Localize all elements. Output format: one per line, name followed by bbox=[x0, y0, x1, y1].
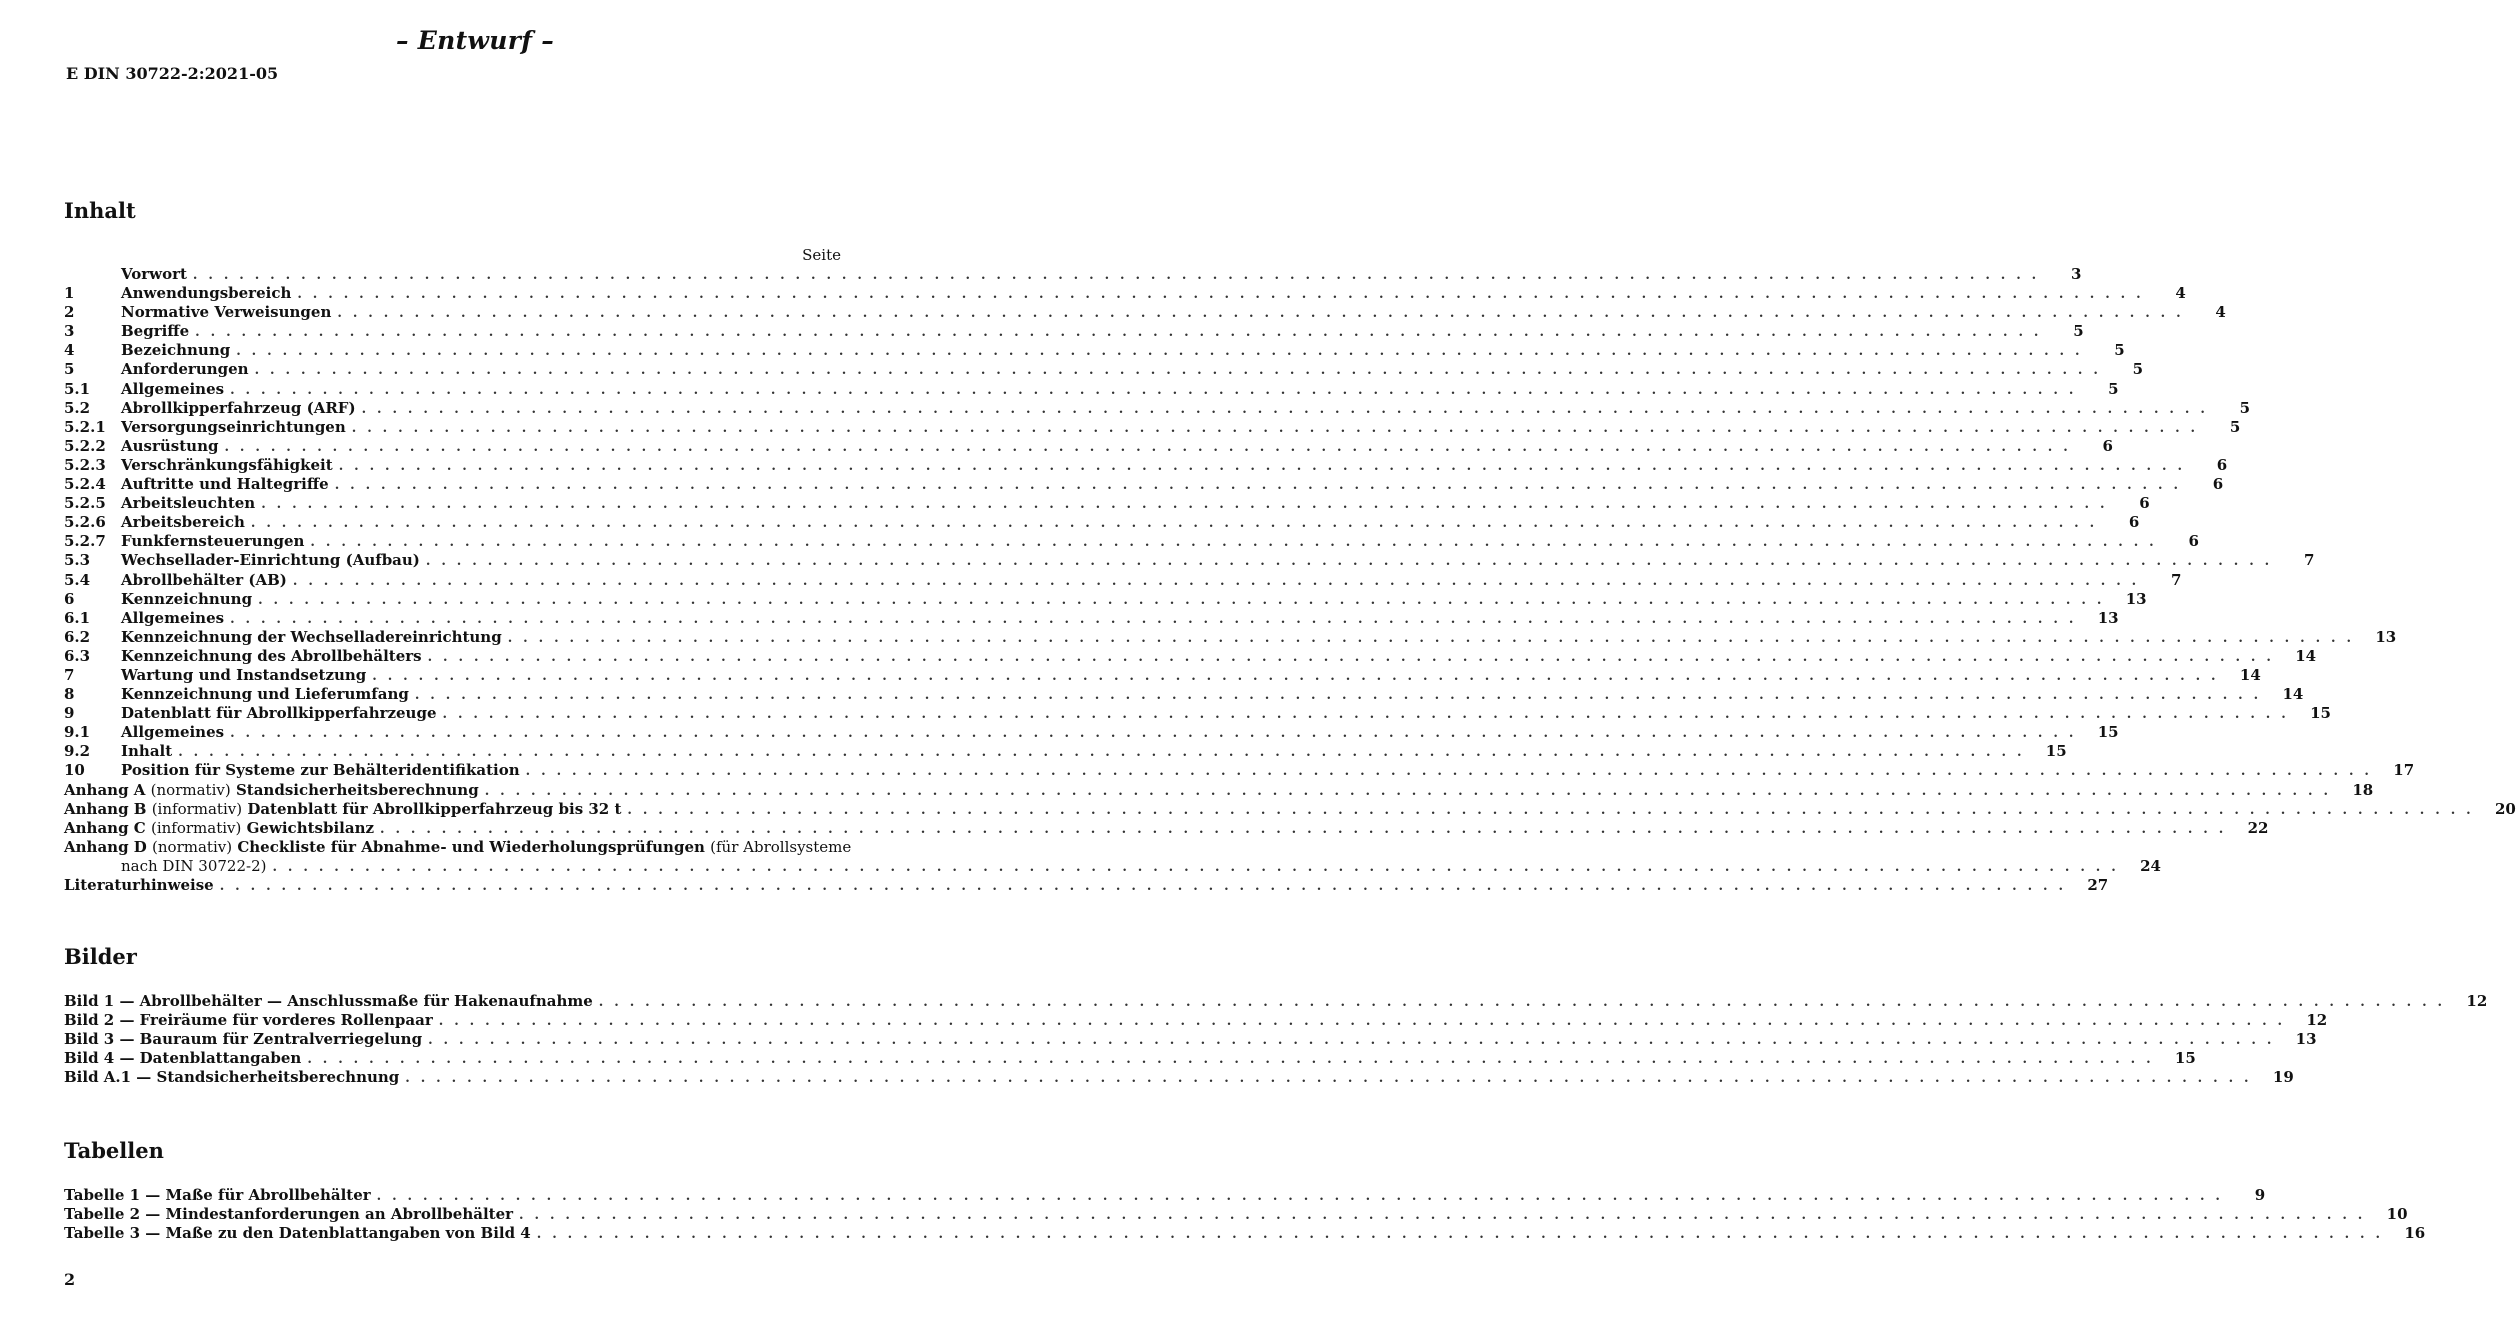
page-ref: 15 bbox=[2174, 1049, 2196, 1068]
page-ref: 19 bbox=[2272, 1068, 2294, 1087]
document-id: E DIN 30722-2:2021-05 bbox=[66, 64, 279, 83]
page-ref: 16 bbox=[2404, 1224, 2426, 1243]
toc-entry[interactable] bbox=[64, 265, 2082, 284]
annex-title-continued: nach DIN 30722-2) bbox=[121, 856, 267, 875]
section-number: 5.3 bbox=[64, 551, 91, 570]
entry-title: Auftritte und Haltegriffe bbox=[121, 475, 329, 494]
page-ref: 5 bbox=[2114, 341, 2125, 360]
section-number: 6.2 bbox=[64, 627, 91, 646]
page-ref: 6 bbox=[2102, 436, 2113, 455]
dot-leader: . . . . . . . . . . . . . . . . . . . . . . . . . . . . . . . . . . . . . . . . . . . . . . . . . . . . . . . . . . . . . . . . . . . . . . . . . . . . . . . . . . . . . . . . . . . . . . . . . . . . . . . . . . . . . . . . . . . . . . . . bbox=[428, 1033, 2275, 1049]
section-number: 9.1 bbox=[64, 723, 91, 742]
page-ref: 17 bbox=[2393, 761, 2415, 780]
toc-entry[interactable] bbox=[64, 379, 2119, 399]
dot-leader: . . . . . . . . . . . . . . . . . . . . . . . . . . . . . . . . . . . . . . . . . . . . . . . . . . . . . . . . . . . . . . . . . . . . . . . . . . . . . . . . . . . . . . . . . . . . . . . . . . . . . . . . . . . . . . . . . . . . . . . . bbox=[230, 382, 2077, 398]
section-number: 5 bbox=[64, 360, 75, 379]
entry-title: Kennzeichnung und Lieferumfang bbox=[121, 685, 409, 704]
dot-leader: . . . . . . . . . . . . . . . . . . . . . . . . . . . . . . . . . . . . . . . . . . . . . . . . . . . . . . . . . . . . . . . . . . . . . . . . . . . . . . . . . . . . . . . . . . . . . . . . . . . . . . . . . . . . . . . . . . . . . . . . bbox=[627, 802, 2474, 818]
figure-entry[interactable] bbox=[64, 992, 2488, 1011]
page-ref: 22 bbox=[2247, 818, 2269, 837]
dot-leader: . . . . . . . . . . . . . . . . . . . . . . . . . . . . . . . . . . . . . . . . . . . . . . . . . . . . . . . . . . . . . . . . . . . . . . . . . . . . . . . . . . . . . . . . . . . . . . . . . . . . . . . . . . . . . . . . . . . . . . . . bbox=[338, 458, 2186, 474]
section-number: 3 bbox=[64, 322, 75, 341]
annex-suffix: (für Abrollsysteme bbox=[710, 837, 852, 856]
toc-entry[interactable] bbox=[64, 322, 2084, 341]
toc-entry[interactable] bbox=[64, 761, 2415, 780]
table-of-contents bbox=[64, 265, 2516, 895]
figure-entry[interactable] bbox=[64, 1049, 2196, 1068]
dot-leader: . . . . . . . . . . . . . . . . . . . . . . . . . . . . . . . . . . . . . . . . . . . . . . . . . . . . . . . . . . . . . . . . . . . . . . . . . . . . . . . . . . . . . . . . . . . . . . . . . . . . . . . . . . . . . . . . . . . . . . . . bbox=[272, 859, 2119, 875]
dot-leader: . . . . . . . . . . . . . . . . . . . . . . . . . . . . . . . . . . . . . . . . . . . . . . . . . . . . . . . . . . . . . . . . . . . . . . . . . . . . . . . . . . . . . . . . . . . . . . . . . . . . . . . . . . . . . . . . . . . . . . . . bbox=[334, 478, 2182, 494]
toc-entry[interactable] bbox=[64, 570, 2182, 590]
annex-type: (informativ) bbox=[151, 799, 243, 818]
list-of-figures bbox=[64, 992, 2488, 1087]
entry-title: Bild 2 — Freiräume für vorderes Rollenpaar bbox=[64, 1011, 433, 1030]
page-ref: 13 bbox=[2125, 589, 2147, 608]
dot-leader: . . . . . . . . . . . . . . . . . . . . . . . . . . . . . . . . . . . . . . . . . . . . . . . . . . . . . . . . . . . . . . . . . . . . . . . . . . . . . . . . . . . . . . . . . . . . . . . . . . . . . . . . . . . . . . . . . . . . . . . . bbox=[195, 325, 2042, 341]
page-ref: 27 bbox=[2087, 876, 2109, 894]
table-entry[interactable] bbox=[64, 1224, 2426, 1243]
annex-label: Anhang C bbox=[64, 818, 146, 837]
toc-entry[interactable] bbox=[64, 742, 2067, 761]
page-ref: 13 bbox=[2097, 608, 2119, 627]
entry-title: Abrollkipperfahrzeug (ARF) bbox=[121, 398, 356, 417]
dot-leader: . . . . . . . . . . . . . . . . . . . . . . . . . . . . . . . . . . . . . . . . . . . . . . . . . . . . . . . . . . . . . . . . . . . . . . . . . . . . . . . . . . . . . . . . . . . . . . . . . . . . . . . . . . . . . . . . . . . . . . . . bbox=[292, 573, 2140, 589]
entry-title: Anwendungsbereich bbox=[121, 284, 292, 303]
figure-entry[interactable] bbox=[64, 1030, 2317, 1049]
entry-title: Begriffe bbox=[121, 322, 190, 341]
annex-title: Gewichtsbilanz bbox=[246, 818, 374, 837]
page-ref: 18 bbox=[2352, 780, 2374, 799]
toc-entry[interactable] bbox=[64, 551, 2315, 570]
page-ref: 13 bbox=[2375, 627, 2397, 646]
section-number: 6.3 bbox=[64, 646, 91, 665]
entry-title: Abrollbehälter (AB) bbox=[121, 570, 287, 589]
dot-leader: . . . . . . . . . . . . . . . . . . . . . . . . . . . . . . . . . . . . . . . . . . . . . . . . . . . . . . . . . . . . . . . . . . . . . . . . . . . . . . . . . . . . . . . . . . . . . . . . . . . . . . . . . . . . . . . . . . . . . . . . bbox=[361, 401, 2209, 417]
entry-title: Allgemeines bbox=[121, 379, 225, 398]
toc-entry[interactable] bbox=[64, 436, 2113, 456]
entry-title: Position für Systeme zur Behälteridentifikation bbox=[121, 761, 520, 780]
section-number: 5.2.1 bbox=[64, 417, 106, 436]
toc-entry[interactable] bbox=[64, 417, 2241, 437]
entry-title: Bild 3 — Bauraum für Zentralverriegelung bbox=[64, 1030, 423, 1049]
figure-entry[interactable] bbox=[64, 1011, 2328, 1030]
toc-annex[interactable] bbox=[64, 799, 2516, 819]
dot-leader: . . . . . . . . . . . . . . . . . . . . . . . . . . . . . . . . . . . . . . . . . . . . . . . . . . . . . . . . . . . . . . . . . . . . . . . . . . . . . . . . . . . . . . . . . . . . . . . . . . . . . . . . . . . . . . . . . . . . . . . . bbox=[425, 554, 2273, 570]
entry-title: Verschränkungsfähigkeit bbox=[121, 455, 333, 474]
toc-entry[interactable] bbox=[64, 723, 2119, 742]
section-number: 5.2.3 bbox=[64, 455, 106, 474]
toc-entry[interactable] bbox=[64, 627, 2397, 647]
toc-entry[interactable] bbox=[64, 475, 2224, 494]
section-number: 9.2 bbox=[64, 742, 91, 761]
dot-leader: . . . . . . . . . . . . . . . . . . . . . . . . . . . . . . . . . . . . . . . . . . . . . . . . . . . . . . . . . . . . . . . . . . . . . . . . . . . . . . . . . . . . . . . . . . . . . . . . . . . . . . . . . . . . . . . . . . . . . . . . bbox=[372, 668, 2219, 684]
toc-entry[interactable] bbox=[64, 360, 2144, 379]
page-ref: 6 bbox=[2216, 455, 2228, 474]
page-ref: 13 bbox=[2295, 1030, 2317, 1049]
entry-title: Inhalt bbox=[121, 742, 173, 761]
page-ref: 5 bbox=[2239, 398, 2251, 417]
tables-heading: Tabellen bbox=[64, 1138, 164, 1163]
section-number: 7 bbox=[64, 665, 75, 684]
section-number: 5.2.6 bbox=[64, 513, 106, 532]
page-ref: 14 bbox=[2282, 685, 2304, 704]
dot-leader: . . . . . . . . . . . . . . . . . . . . . . . . . . . . . . . . . . . . . . . . . . . . . . . . . . . . . . . . . . . . . . . . . . . . . . . . . . . . . . . . . . . . . . . . . . . . . . . . . . . . . . . . . . . . . . . . . . . . . . . . bbox=[351, 420, 2199, 436]
dot-leader: . . . . . . . . . . . . . . . . . . . . . . . . . . . . . . . . . . . . . . . . . . . . . . . . . . . . . . . . . . . . . . . . . . . . . . . . . . . . . . . . . . . . . . . . . . . . . . . . . . . . . . . . . . . . . . . . . . . . . . . . bbox=[236, 344, 2083, 360]
dot-leader: . . . . . . . . . . . . . . . . . . . . . . . . . . . . . . . . . . . . . . . . . . . . . . . . . . . . . . . . . . . . . . . . . . . . . . . . . . . . . . . . . . . . . . . . . . . . . . . . . . . . . . . . . . . . . . . . . . . . . . . . bbox=[250, 516, 2098, 532]
entry-title: Allgemeines bbox=[121, 608, 225, 627]
page-ref: 15 bbox=[2097, 723, 2119, 742]
page-ref: 15 bbox=[2045, 742, 2067, 761]
dot-leader: . . . . . . . . . . . . . . . . . . . . . . . . . . . . . . . . . . . . . . . . . . . . . . . . . . . . . . . . . . . . . . . . . . . . . . . . . . . . . . . . . . . . . . . . . . . . . . . . . . . . . . . . . . . . . . . . . . . . . . . . bbox=[178, 745, 2025, 761]
entry-title: Funkfernsteuerungen bbox=[121, 532, 305, 551]
dot-leader: . . . . . . . . . . . . . . . . . . . . . . . . . . . . . . . . . . . . . . . . . . . . . . . . . . . . . . . . . . . . . . . . . . . . . . . . . . . . . . . . . . . . . . . . . . . . . . . . . . . . . . . . . . . . . . . . . . . . . . . . bbox=[297, 287, 2144, 303]
annex-type: (informativ) bbox=[150, 818, 242, 837]
section-number: 4 bbox=[64, 341, 75, 360]
toc-bibliography[interactable] bbox=[64, 876, 2109, 895]
entry-title: Bild 4 — Datenblattangaben bbox=[64, 1049, 302, 1068]
toc-annex-d-continued[interactable] bbox=[64, 856, 2161, 876]
entry-title: Vorwort bbox=[121, 265, 187, 283]
toc-entry[interactable] bbox=[64, 704, 2331, 723]
entry-title: Versorgungseinrichtungen bbox=[121, 417, 346, 436]
page-ref: 12 bbox=[2466, 992, 2488, 1010]
page-ref: 24 bbox=[2140, 856, 2161, 875]
section-number: 10 bbox=[64, 761, 85, 780]
dot-leader: . . . . . . . . . . . . . . . . . . . . . . . . . . . . . . . . . . . . . . . . . . . . . . . . . . . . . . . . . . . . . . . . . . . . . . . . . . . . . . . . . . . . . . . . . . . . . . . . . . . . . . . . . . . . . . . . . . . . . . . . bbox=[224, 439, 2071, 455]
toc-entry[interactable] bbox=[64, 303, 2226, 322]
dot-leader: . . . . . . . . . . . . . . . . . . . . . . . . . . . . . . . . . . . . . . . . . . . . . . . . . . . . . . . . . . . . . . . . . . . . . . . . . . . . . . . . . . . . . . . . . . . . . . . . . . . . . . . . . . . . . . . . . . . . . . . . bbox=[230, 726, 2077, 742]
toc-entry[interactable] bbox=[64, 685, 2304, 704]
figures-heading: Bilder bbox=[64, 944, 137, 969]
entry-title: Datenblatt für Abrollkipperfahrzeuge bbox=[121, 704, 437, 723]
dot-leader: . . . . . . . . . . . . . . . . . . . . . . . . . . . . . . . . . . . . . . . . . . . . . . . . . . . . . . . . . . . . . . . . . . . . . . . . . . . . . . . . . . . . . . . . . . . . . . . . . . . . . . . . . . . . . . . . . . . . . . . . bbox=[414, 688, 2262, 704]
page-ref: 10 bbox=[2386, 1205, 2408, 1224]
dot-leader: . . . . . . . . . . . . . . . . . . . . . . . . . . . . . . . . . . . . . . . . . . . . . . . . . . . . . . . . . . . . . . . . . . . . . . . . . . . . . . . . . . . . . . . . . . . . . . . . . . . . . . . . . . . . . . . . . . . . . . . . bbox=[376, 1189, 2224, 1204]
section-number: 5.2.7 bbox=[64, 532, 106, 551]
toc-annex-d[interactable] bbox=[64, 837, 852, 857]
toc-entry[interactable] bbox=[64, 494, 2150, 513]
page-ref: 5 bbox=[2073, 322, 2084, 341]
entry-title: Kennzeichnung bbox=[121, 589, 253, 608]
section-number: 6.1 bbox=[64, 608, 91, 627]
toc-annex[interactable] bbox=[64, 818, 2269, 838]
page-ref: 3 bbox=[2070, 265, 2082, 283]
page-ref: 4 bbox=[2175, 284, 2186, 303]
annex-title: Standsicherheitsberechnung bbox=[235, 780, 479, 799]
page-ref: 5 bbox=[2108, 379, 2119, 398]
page-ref: 14 bbox=[2239, 665, 2261, 684]
toc-entry[interactable] bbox=[64, 455, 2228, 475]
page-ref: 6 bbox=[2212, 475, 2224, 494]
entry-title: Ausrüstung bbox=[121, 436, 219, 455]
section-number: 5.2 bbox=[64, 398, 91, 417]
dot-leader: . . . . . . . . . . . . . . . . . . . . . . . . . . . . . . . . . . . . . . . . . . . . . . . . . . . . . . . . . . . . . . . . . . . . . . . . . . . . . . . . . . . . . . . . . . . . . . . . . . . . . . . . . . . . . . . . . . . . . . . . bbox=[254, 363, 2102, 379]
entry-title bbox=[121, 857, 266, 876]
page-column-label: Seite bbox=[802, 246, 841, 264]
page-ref: 14 bbox=[2295, 646, 2317, 665]
entry-title bbox=[64, 819, 374, 838]
toc-heading: Inhalt bbox=[64, 198, 136, 223]
entry-title: Bild A.1 — Standsicherheitsberechnung bbox=[64, 1068, 400, 1087]
toc-entry[interactable] bbox=[64, 532, 2199, 551]
toc-entry[interactable] bbox=[64, 284, 2186, 303]
entry-title: Wechsellader-Einrichtung (Aufbau) bbox=[121, 551, 420, 570]
entry-title: Normative Verweisungen bbox=[121, 303, 332, 322]
dot-leader: . . . . . . . . . . . . . . . . . . . . . . . . . . . . . . . . . . . . . . . . . . . . . . . . . . . . . . . . . . . . . . . . . . . . . . . . . . . . . . . . . . . . . . . . . . . . . . . . . . . . . . . . . . . . . . . . . . . . . . . . bbox=[219, 879, 2067, 894]
section-number: 6 bbox=[64, 589, 75, 608]
page-ref: 7 bbox=[2303, 551, 2315, 570]
entry-title: Allgemeines bbox=[121, 723, 225, 742]
toc-entry[interactable] bbox=[64, 665, 2261, 685]
dot-leader: . . . . . . . . . . . . . . . . . . . . . . . . . . . . . . . . . . . . . . . . . . . . . . . . . . . . . . . . . . . . . . . . . . . . . . . . . . . . . . . . . . . . . . . . . . . . . . . . . . . . . . . . . . . . . . . . . . . . . . . . bbox=[536, 1227, 2384, 1243]
section-number: 1 bbox=[64, 284, 75, 303]
page-ref: 15 bbox=[2310, 704, 2331, 723]
annex-title: Checkliste für Abnahme- und Wiederholungsprüfungen bbox=[237, 837, 705, 856]
toc-entry[interactable] bbox=[64, 589, 2147, 609]
annex-label: Anhang D bbox=[64, 837, 147, 856]
page-ref: 9 bbox=[2254, 1186, 2266, 1204]
entry-title: Tabelle 1 — Maße für Abrollbehälter bbox=[64, 1186, 371, 1204]
entry-title: Tabelle 2 — Mindestanforderungen an Abrollbehälter bbox=[64, 1205, 514, 1224]
dot-leader: . . . . . . . . . . . . . . . . . . . . . . . . . . . . . . . . . . . . . . . . . . . . . . . . . . . . . . . . . . . . . . . . . . . . . . . . . . . . . . . . . . . . . . . . . . . . . . . . . . . . . . . . . . . . . . . . . . . . . . . . bbox=[484, 783, 2332, 799]
section-number: 5.2.4 bbox=[64, 475, 106, 494]
dot-leader: . . . . . . . . . . . . . . . . . . . . . . . . . . . . . . . . . . . . . . . . . . . . . . . . . . . . . . . . . . . . . . . . . . . . . . . . . . . . . . . . . . . . . . . . . . . . . . . . . . . . . . . . . . . . . . . . . . . . . . . . bbox=[507, 630, 2355, 646]
entry-title: Arbeitsleuchten bbox=[121, 494, 256, 513]
toc-entry[interactable] bbox=[64, 646, 2317, 666]
section-number: 5.4 bbox=[64, 570, 91, 589]
entry-title: Bild 1 — Abrollbehälter — Anschlussmaße für Hakenaufnahme bbox=[64, 992, 593, 1010]
toc-entry[interactable] bbox=[64, 513, 2140, 532]
annex-title: Datenblatt für Abrollkipperfahrzeug bis 32 t bbox=[247, 799, 622, 818]
dot-leader: . . . . . . . . . . . . . . . . . . . . . . . . . . . . . . . . . . . . . . . . . . . . . . . . . . . . . . . . . . . . . . . . . . . . . . . . . . . . . . . . . . . . . . . . . . . . . . . . . . . . . . . . . . . . . . . . . . . . . . . . bbox=[442, 707, 2289, 723]
entry-title: Wartung und Instandsetzung bbox=[121, 665, 367, 684]
toc-entry[interactable] bbox=[64, 608, 2119, 628]
entry-title: Anforderungen bbox=[121, 360, 249, 379]
page-ref: 6 bbox=[2188, 532, 2199, 551]
annex-label: Anhang A bbox=[64, 780, 146, 799]
entry-title: Kennzeichnung des Abrollbehälters bbox=[121, 646, 422, 665]
dot-leader: . . . . . . . . . . . . . . . . . . . . . . . . . . . . . . . . . . . . . . . . . . . . . . . . . . . . . . . . . . . . . . . . . . . . . . . . . . . . . . . . . . . . . . . . . . . . . . . . . . . . . . . . . . . . . . . . . . . . . . . . bbox=[438, 1014, 2286, 1030]
figure-entry[interactable] bbox=[64, 1068, 2294, 1087]
entry-title bbox=[64, 838, 851, 857]
section-number: 8 bbox=[64, 685, 75, 704]
section-number: 2 bbox=[64, 303, 75, 322]
dot-leader: . . . . . . . . . . . . . . . . . . . . . . . . . . . . . . . . . . . . . . . . . . . . . . . . . . . . . . . . . . . . . . . . . . . . . . . . . . . . . . . . . . . . . . . . . . . . . . . . . . . . . . . . . . . . . . . . . . . . . . . . bbox=[258, 592, 2105, 608]
toc-entry[interactable] bbox=[64, 341, 2125, 360]
toc-annex[interactable] bbox=[64, 780, 2374, 800]
entry-title: Literaturhinweise bbox=[64, 876, 214, 894]
entry-title: Kennzeichnung der Wechselladereinrichtung bbox=[121, 627, 502, 646]
section-number: 5.2.5 bbox=[64, 494, 106, 513]
page-ref: 20 bbox=[2495, 799, 2516, 818]
entry-title bbox=[64, 781, 479, 800]
table-entry[interactable] bbox=[64, 1186, 2266, 1205]
dot-leader: . . . . . . . . . . . . . . . . . . . . . . . . . . . . . . . . . . . . . . . . . . . . . . . . . . . . . . . . . . . . . . . . . . . . . . . . . . . . . . . . . . . . . . . . . . . . . . . . . . . . . . . . . . . . . . . . . . . . . . . . bbox=[230, 611, 2077, 627]
page-ref: 6 bbox=[2139, 494, 2150, 513]
dot-leader: . . . . . . . . . . . . . . . . . . . . . . . . . . . . . . . . . . . . . . . . . . . . . . . . . . . . . . . . . . . . . . . . . . . . . . . . . . . . . . . . . . . . . . . . . . . . . . . . . . . . . . . . . . . . . . . . . . . . . . . . bbox=[261, 497, 2108, 513]
dot-leader: . . . . . . . . . . . . . . . . . . . . . . . . . . . . . . . . . . . . . . . . . . . . . . . . . . . . . . . . . . . . . . . . . . . . . . . . . . . . . . . . . . . . . . . . . . . . . . . . . . . . . . . . . . . . . . . . . . . . . . . . bbox=[427, 649, 2275, 665]
draft-watermark: – Entwurf – bbox=[395, 26, 555, 55]
page-number: 2 bbox=[64, 1270, 76, 1289]
annex-type: (normativ) bbox=[152, 837, 233, 856]
page-ref: 5 bbox=[2229, 417, 2241, 436]
page-ref: 5 bbox=[2132, 360, 2144, 379]
page-ref: 4 bbox=[2215, 303, 2226, 322]
page-ref: 12 bbox=[2306, 1011, 2328, 1030]
annex-type: (normativ) bbox=[150, 780, 231, 799]
dot-leader: . . . . . . . . . . . . . . . . . . . . . . . . . . . . . . . . . . . . . . . . . . . . . . . . . . . . . . . . . . . . . . . . . . . . . . . . . . . . . . . . . . . . . . . . . . . . . . . . . . . . . . . . . . . . . . . . . . . . . . . . bbox=[405, 1071, 2252, 1087]
page-ref: 6 bbox=[2128, 513, 2140, 532]
dot-leader: . . . . . . . . . . . . . . . . . . . . . . . . . . . . . . . . . . . . . . . . . . . . . . . . . . . . . . . . . . . . . . . . . . . . . . . . . . . . . . . . . . . . . . . . . . . . . . . . . . . . . . . . . . . . . . . . . . . . . . . . bbox=[380, 821, 2227, 837]
dot-leader: . . . . . . . . . . . . . . . . . . . . . . . . . . . . . . . . . . . . . . . . . . . . . . . . . . . . . . . . . . . . . . . . . . . . . . . . . . . . . . . . . . . . . . . . . . . . . . . . . . . . . . . . . . . . . . . . . . . . . . . . bbox=[192, 268, 2040, 283]
dot-leader: . . . . . . . . . . . . . . . . . . . . . . . . . . . . . . . . . . . . . . . . . . . . . . . . . . . . . . . . . . . . . . . . . . . . . . . . . . . . . . . . . . . . . . . . . . . . . . . . . . . . . . . . . . . . . . . . . . . . . . . . bbox=[598, 995, 2446, 1010]
table-entry[interactable] bbox=[64, 1205, 2408, 1224]
toc-entry[interactable] bbox=[64, 398, 2251, 418]
section-number: 5.2.2 bbox=[64, 436, 106, 455]
dot-leader: . . . . . . . . . . . . . . . . . . . . . . . . . . . . . . . . . . . . . . . . . . . . . . . . . . . . . . . . . . . . . . . . . . . . . . . . . . . . . . . . . . . . . . . . . . . . . . . . . . . . . . . . . . . . . . . . . . . . . . . . bbox=[307, 1052, 2154, 1068]
dot-leader: . . . . . . . . . . . . . . . . . . . . . . . . . . . . . . . . . . . . . . . . . . . . . . . . . . . . . . . . . . . . . . . . . . . . . . . . . . . . . . . . . . . . . . . . . . . . . . . . . . . . . . . . . . . . . . . . . . . . . . . . bbox=[337, 306, 2184, 322]
entry-title bbox=[64, 800, 621, 819]
dot-leader: . . . . . . . . . . . . . . . . . . . . . . . . . . . . . . . . . . . . . . . . . . . . . . . . . . . . . . . . . . . . . . . . . . . . . . . . . . . . . . . . . . . . . . . . . . . . . . . . . . . . . . . . . . . . . . . . . . . . . . . . bbox=[519, 1208, 2366, 1224]
dot-leader: . . . . . . . . . . . . . . . . . . . . . . . . . . . . . . . . . . . . . . . . . . . . . . . . . . . . . . . . . . . . . . . . . . . . . . . . . . . . . . . . . . . . . . . . . . . . . . . . . . . . . . . . . . . . . . . . . . . . . . . . bbox=[525, 764, 2373, 780]
dot-leader: . . . . . . . . . . . . . . . . . . . . . . . . . . . . . . . . . . . . . . . . . . . . . . . . . . . . . . . . . . . . . . . . . . . . . . . . . . . . . . . . . . . . . . . . . . . . . . . . . . . . . . . . . . . . . . . . . . . . . . . . bbox=[310, 535, 2157, 551]
section-number: 5.1 bbox=[64, 379, 91, 398]
annex-label: Anhang B bbox=[64, 799, 147, 818]
list-of-tables bbox=[64, 1186, 2426, 1243]
entry-title: Bezeichnung bbox=[121, 341, 231, 360]
entry-title: Tabelle 3 — Maße zu den Datenblattangaben von Bild 4 bbox=[64, 1224, 531, 1243]
section-number: 9 bbox=[64, 704, 75, 723]
entry-title: Arbeitsbereich bbox=[121, 513, 245, 532]
page-ref: 7 bbox=[2170, 570, 2182, 589]
